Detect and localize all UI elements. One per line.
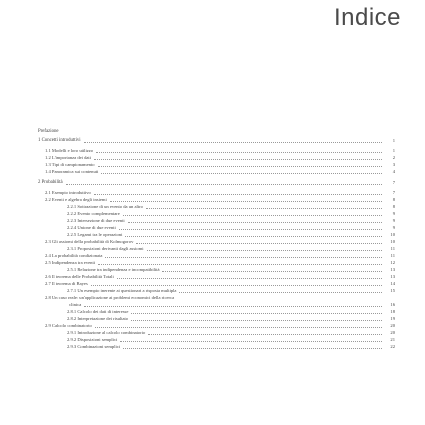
toc-entry-label: 1.4 Panoramica sui contenuti bbox=[45, 169, 99, 174]
toc-entry-label: 2.6 Il teorema delle Probabilità Totali bbox=[45, 274, 114, 279]
toc-entry-label: 2.8.1 Calcolo dei dati di interesse bbox=[67, 309, 129, 314]
toc-entry-label: 2.4 La probabilità condizionata bbox=[45, 253, 103, 258]
toc-entry-page: 8 bbox=[392, 197, 395, 202]
toc-entry-label: 2.9 Calcolo combinatorio bbox=[45, 323, 92, 328]
toc-entry-label: 2.2.2 Evento complementare bbox=[67, 211, 120, 216]
toc-entry-page: 13 bbox=[390, 274, 395, 279]
toc-entry-label: 2.7 Il teorema di Bayes bbox=[45, 281, 88, 286]
toc-entry-page: 8 bbox=[392, 204, 395, 209]
toc-entry-page: 15 bbox=[390, 288, 395, 293]
toc-entry-label: 2.5.1 Relazione tra indipendenza e incompatibilità bbox=[67, 267, 160, 272]
toc-entry-label: 2.3 Gli assiomi della probabilità di Kolmogorov bbox=[45, 239, 134, 244]
toc-entry-label: 2.9.1 Introduzione al calcolo combinatorio bbox=[67, 330, 146, 335]
toc-entry-page: 21 bbox=[390, 337, 395, 342]
toc-entry-label: 2.9.2 Disposizioni semplici bbox=[67, 337, 118, 342]
toc-entry-label: 2.2.1 Sottrazione di un evento da un altro bbox=[67, 204, 143, 209]
toc-entry-label: 2 Probabilità bbox=[38, 180, 63, 185]
toc-entry-page: 9 bbox=[392, 218, 395, 223]
toc-entry-page: 14 bbox=[390, 281, 395, 286]
toc-entry-page: 13 bbox=[390, 267, 395, 272]
toc-leader-dots bbox=[66, 177, 382, 185]
toc-entry-page: 11 bbox=[390, 253, 395, 258]
toc-entry-page: 2 bbox=[392, 155, 395, 160]
toc-entry-label: 1.3 Tipi di campionamento bbox=[45, 162, 95, 167]
toc-entry[interactable] bbox=[0, 179, 425, 186]
toc-entry-page: 10 bbox=[390, 239, 395, 244]
toc-entry-label: 1.2 L'importanza dei dati bbox=[45, 155, 91, 160]
toc-entry-page: 9 bbox=[392, 211, 395, 216]
toc-entry-label: 2.2.3 Intersezione di due eventi bbox=[67, 218, 125, 223]
toc-leader-dots bbox=[101, 166, 382, 174]
toc-entry-label: 2.1 Esempio introduttivo bbox=[45, 190, 91, 195]
toc-leader-dots bbox=[123, 341, 382, 349]
toc-entry-label: clinica bbox=[69, 302, 82, 307]
toc-entry-page: 16 bbox=[390, 302, 395, 307]
toc-entry-page: 10 bbox=[390, 232, 395, 237]
toc-entry[interactable] bbox=[0, 168, 425, 175]
page-title: Indice bbox=[333, 4, 401, 31]
toc-entry-page: 7 bbox=[392, 190, 395, 195]
toc-entry-page: 20 bbox=[390, 330, 395, 335]
toc-entry-label: 2.2 Eventi e algebra degli insiemi bbox=[45, 197, 107, 202]
toc-entry-label: 1.1 Modelli e loro utilizzo bbox=[45, 148, 94, 153]
toc-entry-label: 2.5 Indipendenza tra eventi bbox=[45, 260, 95, 265]
toc-entry-page: 1 bbox=[392, 138, 395, 143]
toc-entry[interactable] bbox=[0, 137, 425, 144]
toc-entry-label: 2.3.1 Proposizioni derivanti dagli assiomi bbox=[67, 246, 144, 251]
toc-entry-page: 22 bbox=[390, 344, 395, 349]
toc-entry-page: 3 bbox=[392, 162, 395, 167]
toc-entry-label: 2.8 Un caso reale: un'applicazione ai problemi economici della ricerca bbox=[45, 295, 175, 300]
toc-entry[interactable] bbox=[0, 128, 425, 135]
toc-entry-label: 2.9.3 Combinazioni semplici bbox=[67, 344, 121, 349]
toc-leader-dots bbox=[84, 135, 382, 143]
toc-entry-label: Prefazione bbox=[38, 129, 59, 134]
toc-leader-dots bbox=[179, 285, 382, 293]
toc-entry-label: 1 Concetti introduttivi bbox=[38, 138, 81, 143]
toc-entry-label: 2.7.1 Un esempio inerente ai questionari a risposta multipla bbox=[67, 288, 177, 293]
toc-entry-page: 20 bbox=[390, 323, 395, 328]
toc-entry-page: 11 bbox=[390, 246, 395, 251]
toc-entry-page: 4 bbox=[392, 169, 395, 174]
toc-entry-page: 18 bbox=[390, 309, 395, 314]
toc-entry-page: 12 bbox=[390, 260, 395, 265]
toc-entry-label: 2.2.4 Unione di due eventi bbox=[67, 225, 116, 230]
toc-entry-page: 9 bbox=[392, 225, 395, 230]
toc-entry-page: 1 bbox=[392, 148, 395, 153]
toc-entry-label: 2.2.5 Legami tra le operazioni bbox=[67, 232, 123, 237]
toc-entry[interactable] bbox=[0, 287, 425, 294]
toc-entry-page: 19 bbox=[390, 316, 395, 321]
toc-entry-page: 7 bbox=[392, 180, 395, 185]
toc-entry-label: 2.8.2 Interpretazione dei risultato bbox=[67, 316, 129, 321]
toc-entry[interactable] bbox=[0, 343, 425, 350]
